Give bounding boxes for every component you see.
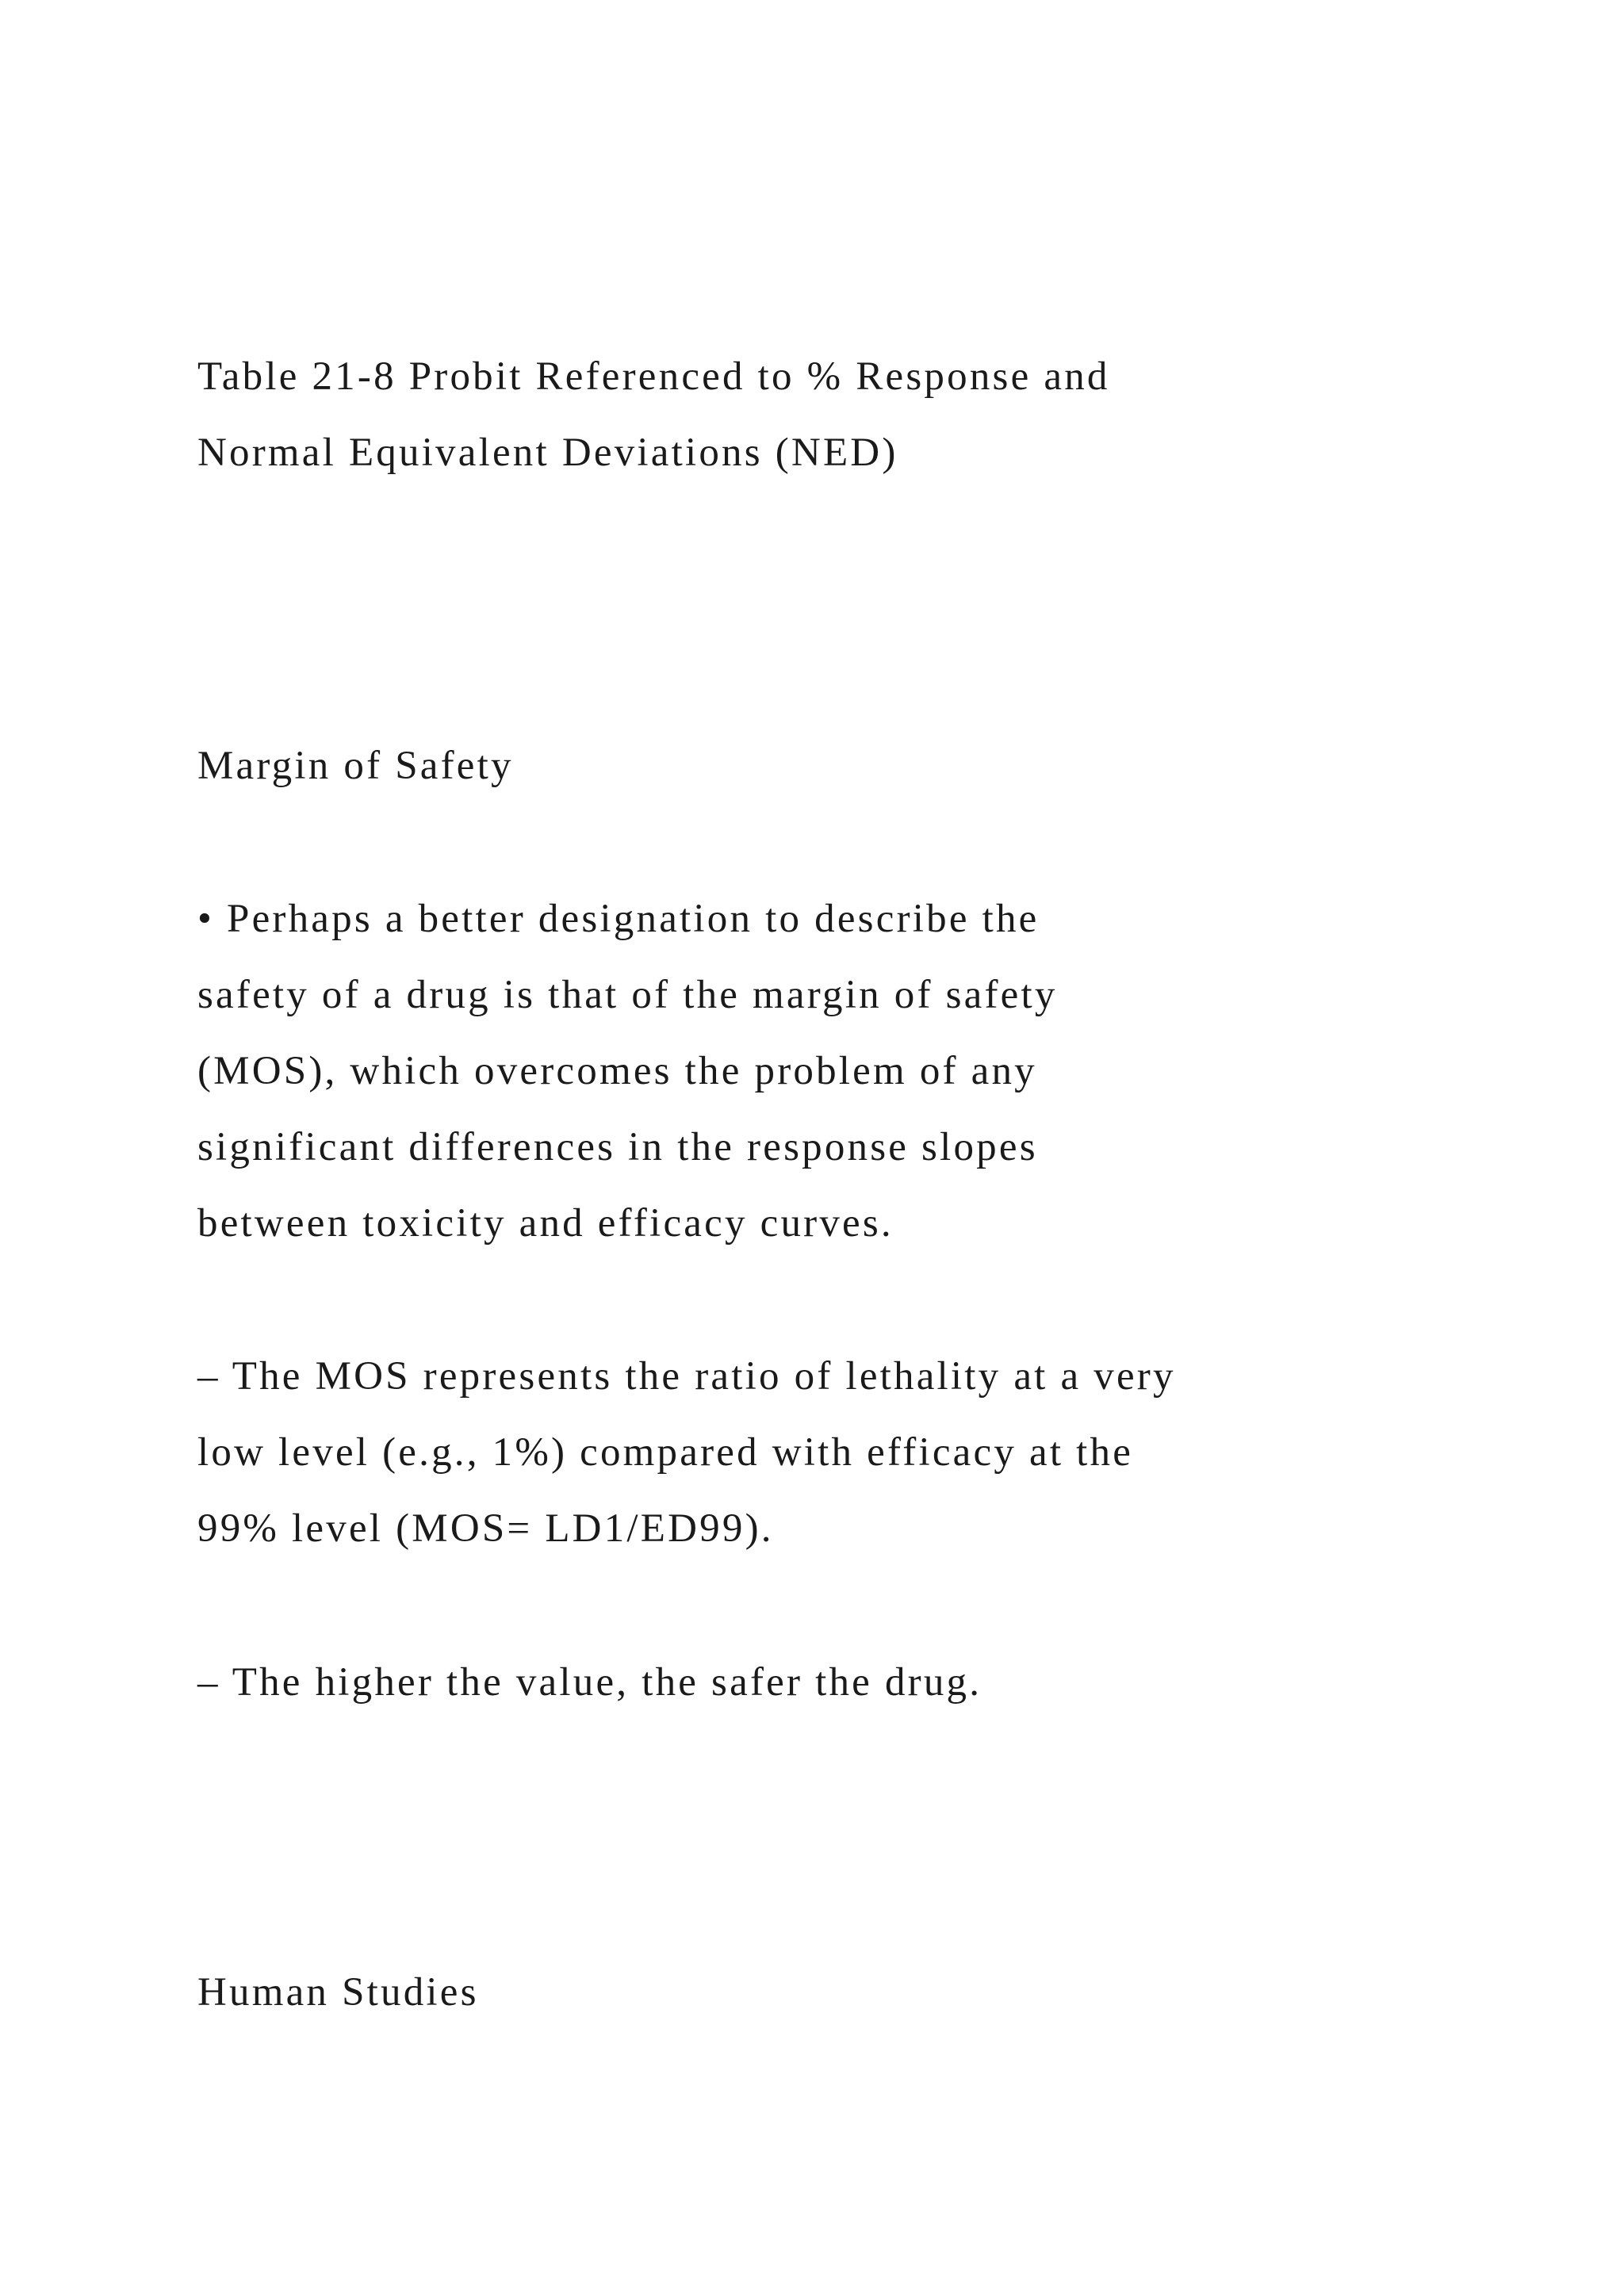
section-heading-margin-of-safety: Margin of Safety <box>197 744 514 788</box>
bullet-line-2: safety of a drug is that of the margin of safety <box>197 973 1058 1017</box>
table-caption-line-2: Normal Equivalent Deviations (NED) <box>197 430 898 475</box>
sub-point-1-line-2: low level (e.g., 1%) compared with efficacy at the <box>197 1430 1134 1475</box>
table-caption-line-1: Table 21-8 Probit Referenced to % Response and <box>197 354 1110 399</box>
bullet-line-5: between toxicity and efficacy curves. <box>197 1201 894 1246</box>
bullet-line-4: significant differences in the response slopes <box>197 1125 1038 1169</box>
sub-point-2: – The higher the value, the safer the drug. <box>197 1660 982 1705</box>
section-heading-human-studies: Human Studies <box>197 1970 479 2015</box>
sub-point-1-line-3: 99% level (MOS= LD1/ED99). <box>197 1506 774 1551</box>
bullet-line-1: • Perhaps a better designation to describe the <box>197 897 1040 941</box>
bullet-line-3: (MOS), which overcomes the problem of any <box>197 1049 1037 1093</box>
sub-point-1-line-1: – The MOS represents the ratio of lethality at a very <box>197 1354 1176 1399</box>
